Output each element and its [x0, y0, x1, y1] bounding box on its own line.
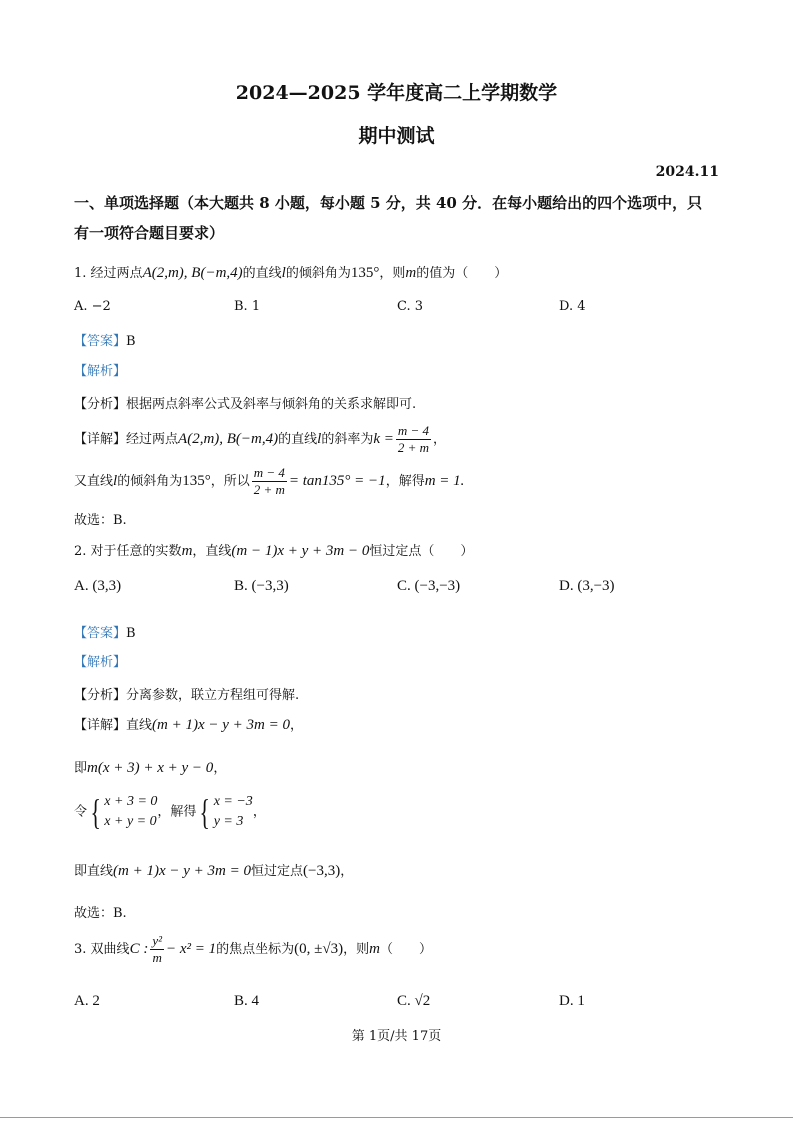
math-point: (−3,3) [303, 863, 341, 879]
answer-value: B [126, 334, 136, 349]
detail-text: 经过两点 [126, 432, 179, 447]
detail-text: 即 [74, 761, 88, 776]
fraction-denominator: 2 + m [397, 440, 430, 455]
option-d: D. 1 [559, 993, 585, 1009]
fraction-numerator: y² [152, 933, 162, 948]
fraction-denominator: m [152, 950, 162, 965]
detail-text: ， [340, 864, 354, 879]
bottom-divider [0, 1117, 793, 1118]
option-b: B. 1 [234, 299, 261, 314]
fenxi-text: 根据两点斜率公式及斜率与倾斜角的关系求解即可. [126, 397, 417, 412]
option-a: A. (3,3) [74, 578, 122, 594]
detail-text: ， [290, 718, 304, 733]
stem-text: ，直线 [192, 544, 232, 559]
math-equation: − x² = 1 [165, 941, 217, 957]
detail-text: 恒过定点 [250, 864, 303, 879]
math-k: k = [373, 431, 394, 447]
xiangjie-tag: 【详解】 [74, 718, 127, 733]
section-heading-line1: 一、单项选择题（本大题共 8 小题，每小题 5 分，共 40 分．在每小题给出的四个选项中，只 [74, 194, 703, 212]
question-1-stem [74, 262, 507, 282]
question-2-stem [74, 540, 473, 560]
detail-text: 又直线 [74, 474, 114, 489]
detail-text: ， [433, 432, 447, 447]
equation-system-1 [87, 792, 157, 832]
analysis-tag: 【解析】 [74, 655, 127, 670]
detail-text: ， [252, 804, 266, 820]
stem-text: 的值为（ ） [416, 266, 508, 281]
math-equation: = tan135° = −1 [288, 473, 386, 489]
option-b: B. (−3,3) [234, 578, 289, 594]
section-heading-line2: 有一项符合题目要求） [74, 224, 225, 242]
answer-tag: 【答案】 [74, 626, 127, 641]
stem-text: 的直线 [242, 266, 282, 281]
slope-fraction [396, 423, 431, 456]
hyperbola-fraction [150, 933, 164, 966]
math-focus: (0, ±√3) [294, 941, 344, 957]
stem-text: ，则 [343, 942, 370, 957]
math-curve-name: C : [129, 941, 149, 957]
option-d: D. (3,−3) [559, 578, 615, 594]
stem-text: 经过两点 [90, 266, 143, 281]
question-number: 3. [74, 942, 87, 957]
equation-system-2 [196, 792, 252, 832]
option-a: A. −2 [74, 299, 111, 314]
question-number: 2. [74, 544, 87, 559]
answer-tag: 【答案】 [74, 334, 127, 349]
option-c: C. (−3,−3) [397, 578, 461, 594]
detail-line-1 [74, 422, 446, 457]
option-b: B. 4 [234, 993, 260, 1009]
answer-line [74, 622, 136, 641]
detail-text: 即直线 [74, 864, 114, 879]
page-number: 第 1页/共 17页 [351, 1029, 442, 1044]
stem-text: 对于任意的实数 [90, 544, 182, 559]
math-points: A(2,m), B(−m,4) [178, 431, 279, 447]
detail-text: ，解得 [157, 804, 197, 820]
detail-line-1 [74, 714, 303, 734]
math-angle: 135° [182, 473, 211, 489]
answer-line [74, 330, 136, 349]
xiangjie-tag: 【详解】 [74, 432, 127, 447]
detail-text: 的直线 [278, 432, 318, 447]
detail-text: ，所以 [210, 474, 250, 489]
fraction-numerator: m − 4 [397, 423, 430, 438]
page-subtitle: 期中测试 [358, 125, 435, 147]
fenxi-line [74, 684, 299, 703]
fraction-numerator: m − 4 [253, 465, 285, 480]
detail-text: 的倾斜角为 [117, 474, 183, 489]
system-row: x + 3 = 0 [104, 794, 158, 809]
detail-line-4 [74, 860, 353, 880]
stem-text: 恒过定点（ ） [369, 544, 474, 559]
math-equation: m(x + 3) + x + y − 0 [87, 760, 214, 776]
math-var: m [405, 265, 417, 281]
math-var: l [317, 431, 322, 447]
answer-value: B [126, 626, 136, 641]
stem-text: 的倾斜角为 [285, 266, 351, 281]
math-angle: 135° [350, 265, 380, 281]
stem-text: 的焦点坐标为 [216, 942, 295, 957]
brace-glyph: { [90, 792, 101, 832]
fenxi-line [74, 393, 416, 412]
math-var: m [181, 543, 193, 559]
system-row: x = −3 [213, 794, 253, 809]
exam-date: 2024.11 [655, 164, 719, 180]
detail-line-3 [74, 792, 266, 832]
brace-glyph: { [199, 792, 211, 832]
math-var: m [369, 941, 380, 957]
question-number: 1. [74, 266, 87, 281]
math-result: m = 1. [424, 473, 465, 489]
detail-text: 的斜率为 [321, 432, 374, 447]
detail-text: 直线 [126, 718, 153, 733]
stem-text: ，则 [379, 266, 406, 281]
fenxi-tag: 【分析】 [74, 397, 127, 412]
slope-fraction [252, 465, 287, 498]
question-3-stem [74, 932, 432, 967]
math-var: l [113, 473, 118, 489]
math-var: l [281, 265, 286, 281]
option-a: A. 2 [74, 993, 100, 1009]
page-title: 2024—2025 学年度高二上学期数学 [235, 82, 558, 104]
stem-text: 双曲线 [90, 942, 130, 957]
fenxi-text: 分离参数，联立方程组可得解. [126, 688, 300, 703]
detail-text: ， [213, 761, 227, 776]
option-c: C. √2 [397, 993, 431, 1009]
conclusion: 故选：B. [74, 906, 127, 921]
system-row: y = 3 [213, 814, 244, 829]
option-c: C. 3 [397, 299, 424, 314]
detail-text: 令 [74, 804, 88, 820]
math-points: A(2,m), B(−m,4) [142, 265, 243, 281]
fraction-denominator: 2 + m [253, 482, 285, 497]
detail-line-2 [74, 464, 464, 499]
math-line-equation: (m + 1)x − y + 3m = 0 [152, 717, 290, 733]
math-line-equation: (m − 1)x + y + 3m − 0 [231, 543, 370, 559]
conclusion: 故选：B. [74, 513, 127, 528]
fenxi-tag: 【分析】 [74, 688, 127, 703]
analysis-tag: 【解析】 [74, 364, 127, 379]
detail-text: ，解得 [385, 474, 425, 489]
detail-line-2 [74, 757, 226, 777]
option-d: D. 4 [559, 299, 586, 314]
math-line-equation: (m + 1)x − y + 3m = 0 [113, 863, 251, 879]
system-row: x + y = 0 [104, 814, 157, 829]
stem-text: （ ） [379, 942, 432, 957]
